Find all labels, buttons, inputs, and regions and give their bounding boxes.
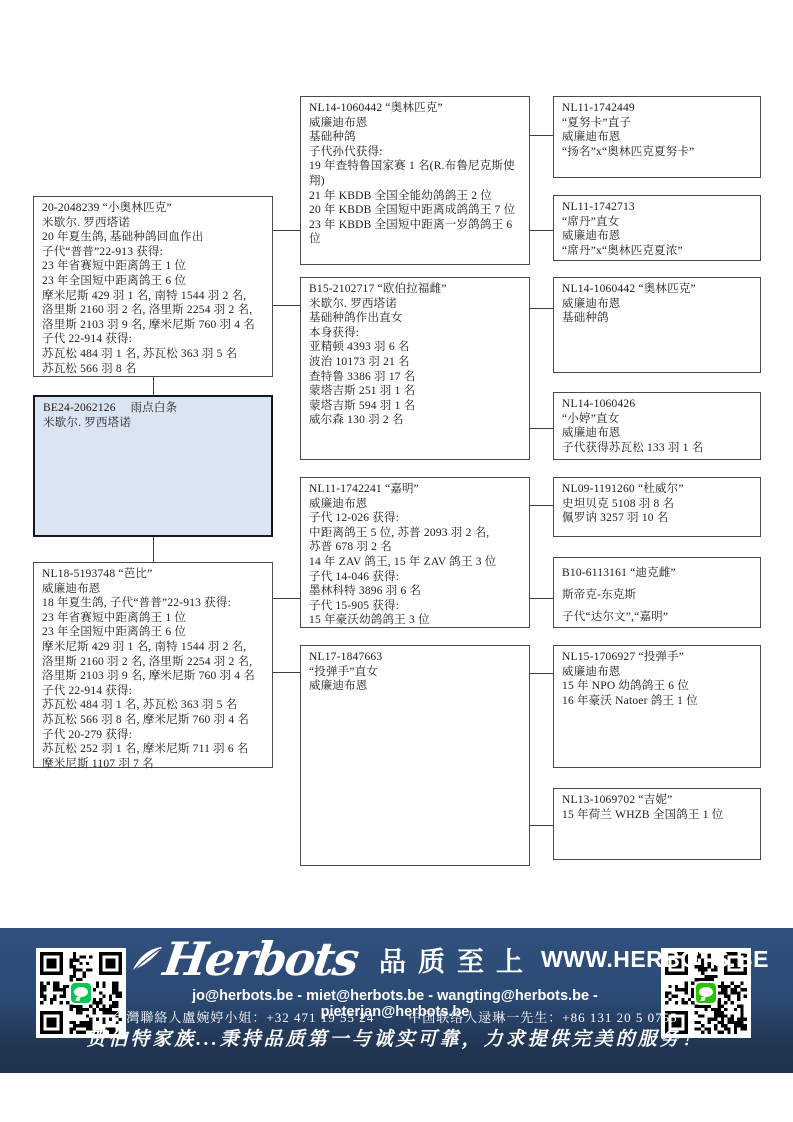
text-line: NL14-1060442 “奥林匹克” [309,102,443,114]
brand-logo: Herbots [160,932,361,986]
text-line: 子代 12-026 获得: [309,512,400,525]
text-line: 米歇尔. 罗西塔诺 [43,416,132,429]
text-line: 斯帝克-东克斯 [562,589,637,601]
text-line: 本身获得: [309,326,360,339]
text-line: 威廉迪布恩 [309,116,368,129]
text-line: 苏瓦松 252 羽 1 名, 摩米尼斯 711 羽 6 名 [42,743,249,756]
connector-line [273,305,300,306]
text-line: “席丹”直女 [562,215,620,228]
great-grandparent-box-5 [553,477,761,537]
brand-tagline-cn: 品质至上 [378,946,535,977]
text-line: 15 年 NPO 幼鸽鸽王 6 位 [562,680,690,693]
text-line: 威廉迪布恩 [562,665,621,678]
text-line: 波治 10173 羽 21 名 [309,355,410,368]
great-grandparent-box-7 [553,645,761,768]
connector-line [530,428,553,429]
text-line: 洛里斯 2160 羽 2 名, 洛里斯 2254 羽 2 名, [42,655,253,668]
text-line: NL15-1706927 “投弹手” [562,651,685,663]
text-line: 洛里斯 2103 羽 9 名, 摩米尼斯 760 羽 4 名 [42,318,255,331]
text-line: 威廉迪布恩 [562,230,621,243]
connector-line [153,537,154,562]
contact-taiwan: 台灣聯絡人盧婉婷小姐：+32 471 19 55 24 [112,1010,375,1025]
brand-row [130,930,770,988]
text-line: NL11-1742449 [562,102,635,114]
connector-line [530,673,553,674]
connector-line [530,505,553,506]
text-line: 摩米尼斯 429 羽 1 名, 南特 1544 羽 2 名, [42,640,247,653]
footer-emails: jo@herbots.be - miet@herbots.be - wangting@herbots.be - pieterjan@herbots.be [192,988,598,1020]
great-grandparent-box-4 [553,392,761,460]
text-line: 洛里斯 2160 羽 2 名, 洛里斯 2254 羽 2 名, [42,304,253,317]
text-line: 子代“普普”22-913 获得: [42,245,164,258]
text-line: 基础种鸽作出直女 [309,312,403,325]
line-icon [69,981,93,1005]
text-line: 苏瓦松 566 羽 8 名, 摩米尼斯 760 羽 4 名 [42,713,250,726]
subject-box [33,395,273,537]
wechat-icon [694,981,718,1005]
brand-website: WWW.HERBOTS.BE [540,945,770,972]
paternal-grandsire-box [300,96,530,265]
text-line: 14 年 ZAV 鸽王, 15 年 ZAV 鸽王 3 位 [309,555,497,568]
connector-line [530,308,553,309]
text-line: 摩米尼斯 1107 羽 7 名 [42,757,154,770]
connector-line [530,825,553,826]
text-line: 威廉迪布恩 [562,131,621,144]
father-box [33,196,273,377]
text-line: 子代孙代获得: [309,145,383,158]
great-grandparent-box-6 [553,557,761,628]
connector-line [530,135,553,136]
footer-banner [0,928,793,1073]
text-line: 19 年查特鲁国家赛 1 名(R.布鲁尼克斯使翔) [309,160,515,187]
text-line: “席丹”x“奥林匹克夏浓” [562,244,683,257]
text-line: 蒙塔吉斯 251 羽 1 名 [309,385,416,398]
text-line: “夏努卡”直子 [562,116,632,129]
text-line: B15-2102717 “欧伯拉福雌” [309,283,447,295]
paternal-granddam-box [300,277,530,460]
text-line: 佩罗讷 3257 羽 10 名 [562,512,669,525]
great-grandparent-box-3 [553,277,761,373]
text-line: 史坦贝克 5108 羽 8 名 [562,497,675,510]
text-line: 23 年 KBDB 全国短中距离一岁鸽鸽王 6 位 [309,218,513,246]
text-line: 威廉迪布恩 [562,297,621,310]
text-line: 20 年 KBDB 全国短中距离成鸽鸽王 7 位 [309,204,516,217]
text-line: 子代 22-914 获得: [42,333,133,346]
text-line: 20-2048239 “小奥林匹克” [42,202,172,214]
connector-line [273,230,300,231]
text-line: 16 年豪沃 Natoer 鸽王 1 位 [562,694,698,707]
text-line: “小婷”直女 [562,412,620,425]
text-line: 蒙塔吉斯 594 羽 1 名 [309,399,416,412]
text-line: 中距离鸽王 5 位, 苏普 2093 羽 2 名, [309,526,490,539]
text-line: “扬名”x“奥林匹克夏努卡” [562,145,695,158]
text-line: NL09-1191260 “杜威尔” [562,483,684,495]
text-line: 摩米尼斯 429 羽 1 名, 南特 1544 羽 2 名, [42,289,247,302]
text-line: 威廉迪布恩 [42,582,101,595]
text-line: B10-6113161 “迪克雌” [562,567,676,579]
feather-icon [130,944,164,974]
text-line: 18 年夏生鸽, 子代“普普”22-913 获得: [42,597,231,610]
text-line: 威廉迪布恩 [309,497,368,510]
text-line: NL17-1847663 [309,651,383,663]
text-line: 米歇尔. 罗西塔诺 [42,216,131,229]
footer-center [86,928,770,1073]
text-line: 苏瓦松 484 羽 1 名, 苏瓦松 363 羽 5 名 [42,699,238,712]
text-line: 子代 20-279 获得: [42,728,133,741]
text-line: 基础种鸽 [309,131,356,144]
great-grandparent-box-1 [553,96,761,178]
text-line: 21 年 KBDB 全国全能幼鸽鸽王 2 位 [309,189,492,202]
mother-box [33,562,273,768]
text-line: 亚精顿 4393 羽 6 名 [309,341,410,354]
text-line: 23 年省赛短中距离鸽王 1 位 [42,611,187,624]
text-line: 威廉迪布恩 [309,680,368,693]
text-line: BE24-2062126 雨点白条 [43,402,178,414]
text-line: NL14-1060442 “奥林匹克” [562,283,696,295]
contact-china: 中国联络人逯琳一先生：+86 131 20 5 0755 [408,1010,678,1025]
text-line: 威廉迪布恩 [562,427,621,440]
text-line: 苏普 678 羽 2 名 [309,541,392,554]
text-line: 15 年荷兰 WHZB 全国鸽王 1 位 [562,808,724,821]
text-line: 23 年全国短中距离鸽王 6 位 [42,626,187,639]
text-line: 子代 15-905 获得: [309,599,400,612]
text-line: 苏瓦松 566 羽 8 名 [42,362,137,375]
text-line: 23 年省赛短中距离鸽王 1 位 [42,260,187,273]
text-line: 洛里斯 2103 羽 9 名, 摩米尼斯 760 羽 4 名 [42,670,255,683]
text-line: 23 年全国短中距离鸽王 6 位 [42,274,187,287]
text-line: NL18-5193748 “芭比” [42,568,153,580]
text-line: 子代 14-046 获得: [309,570,400,583]
text-line: 子代获得苏瓦松 133 羽 1 名 [562,441,704,454]
text-line: 15 年豪沃幼鸽鸽王 3 位 [309,614,430,627]
text-line: 墨林科特 3896 羽 6 名 [309,585,422,598]
text-line: “投弹手”直女 [309,665,379,678]
maternal-granddam-box [300,645,530,866]
text-line: NL13-1069702 “吉妮” [562,794,673,806]
text-line: NL11-1742713 [562,201,635,213]
connector-line [273,598,300,599]
connector-line [530,598,553,599]
text-line: 苏瓦松 484 羽 1 名, 苏瓦松 363 羽 5 名 [42,347,238,360]
great-grandparent-box-2 [553,195,761,261]
text-line: 威尔森 130 羽 2 名 [309,414,404,427]
connector-line [273,672,300,673]
text-line: 20 年夏生鸽, 基础种鸽回血作出 [42,231,204,244]
text-line: 查特鲁 3386 羽 17 名 [309,370,416,383]
text-line: 基础种鸽 [562,312,609,325]
maternal-grandsire-box [300,477,530,628]
text-line: NL11-1742241 “嘉明” [309,483,419,495]
text-line: NL14-1060426 [562,398,636,410]
text-line: 子代“达尔文”,“嘉明” [562,611,669,623]
connector-line [153,377,154,395]
text-line: 米歇尔. 罗西塔诺 [309,297,398,310]
connector-line [530,230,553,231]
great-grandparent-box-8 [553,788,761,860]
text-line: 子代 22-914 获得: [42,684,133,697]
footer-slogan: 贺伯特家族...秉持品质第一与诚实可靠，力求提供完美的服务！ [86,1029,704,1050]
